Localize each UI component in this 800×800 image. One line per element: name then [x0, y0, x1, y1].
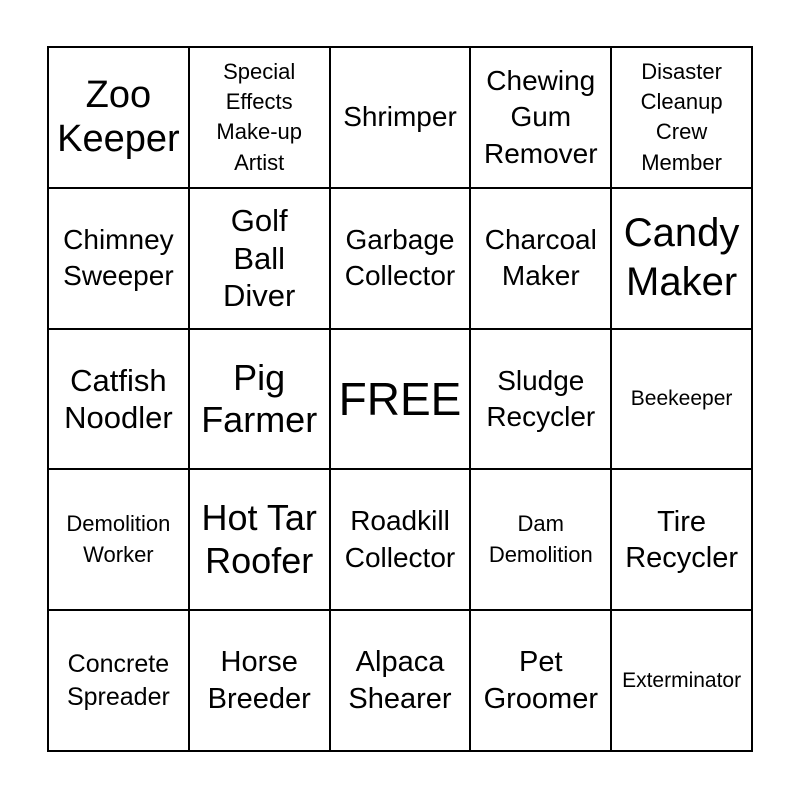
bingo-cell-beekeeper[interactable]: Beekeeper	[612, 330, 753, 471]
bingo-cell-shrimper[interactable]: Shrimper	[331, 48, 472, 189]
bingo-cell-charcoal-maker[interactable]: Charcoal Maker	[471, 189, 612, 330]
bingo-cell-demolition-worker[interactable]: Demolition Worker	[49, 470, 190, 611]
bingo-cell-golf-ball-diver[interactable]: Golf Ball Diver	[190, 189, 331, 330]
bingo-cell-catfish-noodler[interactable]: Catfish Noodler	[49, 330, 190, 471]
bingo-cell-zoo-keeper[interactable]: Zoo Keeper	[49, 48, 190, 189]
bingo-cell-horse-breeder[interactable]: Horse Breeder	[190, 611, 331, 752]
bingo-cell-sludge-recycler[interactable]: Sludge Recycler	[471, 330, 612, 471]
bingo-board	[47, 46, 753, 752]
bingo-cell-garbage-collector[interactable]: Garbage Collector	[331, 189, 472, 330]
bingo-cell-dam-demolition[interactable]: Dam Demolition	[471, 470, 612, 611]
bingo-cell-pet-groomer[interactable]: Pet Groomer	[471, 611, 612, 752]
bingo-cell-free[interactable]: FREE	[331, 330, 472, 471]
bingo-cell-chimney-sweeper[interactable]: Chimney Sweeper	[49, 189, 190, 330]
bingo-cell-special-effects-make-up-artist[interactable]: Special Effects Make-up Artist	[190, 48, 331, 189]
bingo-cell-concrete-spreader[interactable]: Concrete Spreader	[49, 611, 190, 752]
bingo-cell-pig-farmer[interactable]: Pig Farmer	[190, 330, 331, 471]
bingo-cell-chewing-gum-remover[interactable]: Chewing Gum Remover	[471, 48, 612, 189]
bingo-cell-disaster-cleanup-crew-member[interactable]: Disaster Cleanup Crew Member	[612, 48, 753, 189]
bingo-cell-roadkill-collector[interactable]: Roadkill Collector	[331, 470, 472, 611]
bingo-cell-hot-tar-roofer[interactable]: Hot Tar Roofer	[190, 470, 331, 611]
bingo-cell-exterminator[interactable]: Exterminator	[612, 611, 753, 752]
bingo-cell-alpaca-shearer[interactable]: Alpaca Shearer	[331, 611, 472, 752]
bingo-cell-tire-recycler[interactable]: Tire Recycler	[612, 470, 753, 611]
bingo-cell-candy-maker[interactable]: Candy Maker	[612, 189, 753, 330]
